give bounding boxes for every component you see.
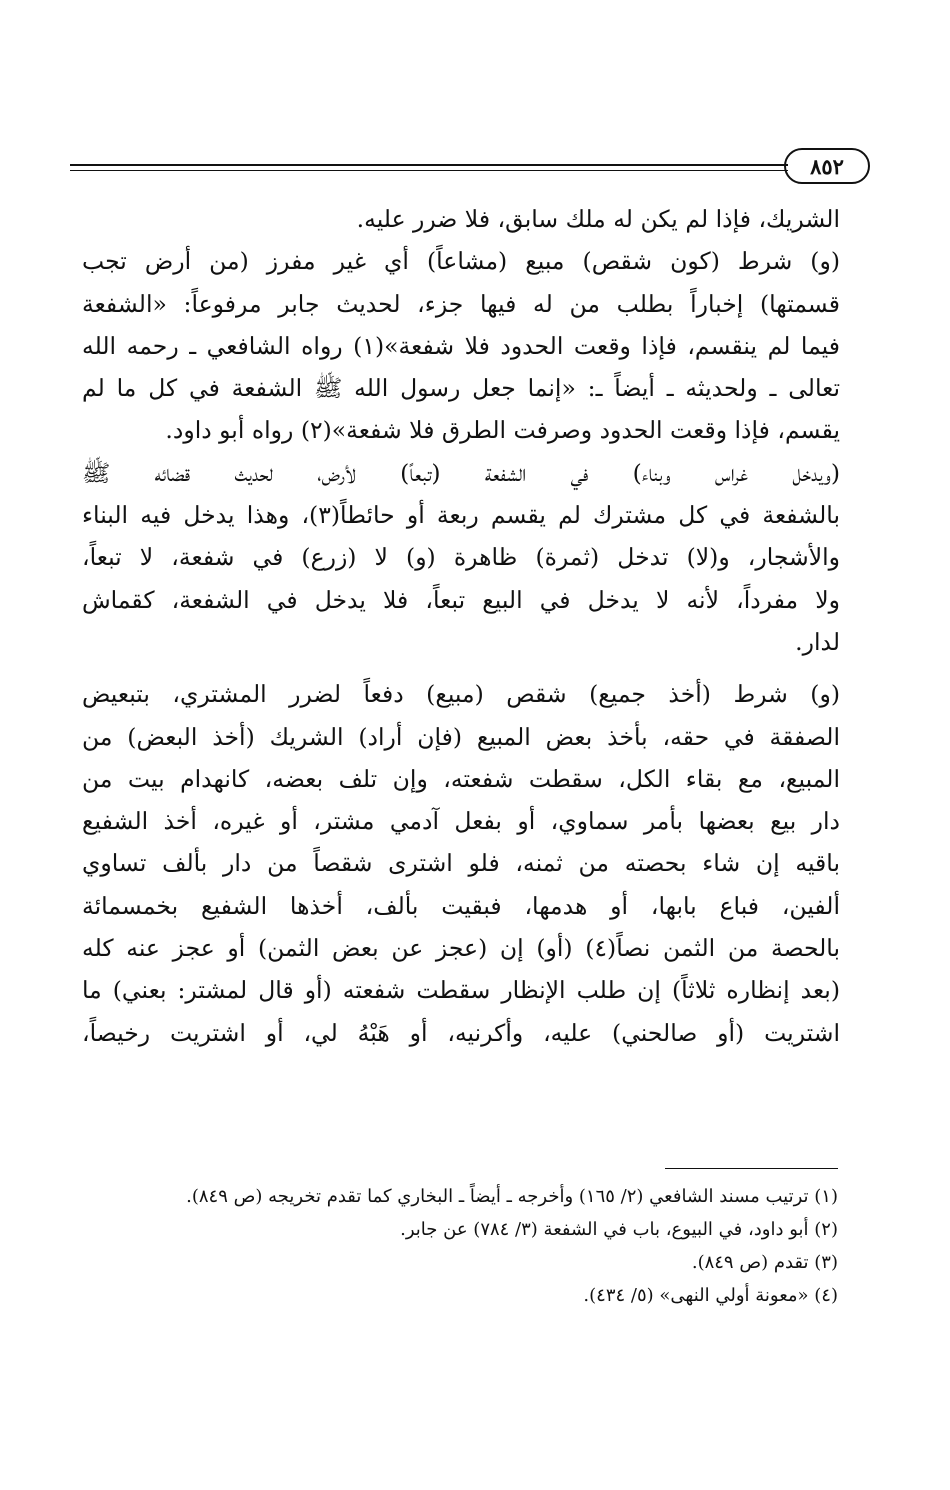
text-line: بالشفعة في كل مشترك لم يقسم ربعة أو حائطاً(٣)، وهذا يدخل فيه البناء <box>82 501 840 530</box>
footnotes <box>82 1180 838 1312</box>
text-line: الصفقة في حقه، بأخذ بعض المبيع (فإن أراد) الشريك (أخذ البعض) من <box>82 722 840 751</box>
text-line: تعالى ـ ولحديثه ـ أيضاً ـ: «إنما جعل رسول الله ﷺ الشفعة في كل ما لم <box>82 374 840 403</box>
text-line: فيما لم ينقسم، فإذا وقعت الحدود فلا شفعة»(١) رواه الشافعي ـ رحمه الله <box>82 331 840 360</box>
footnote: (١) ترتيب مسند الشافعي (٢/ ١٦٥) وأخرجه ـ أيضاً ـ البخاري كما تقدم تخريجه (ص ٨٤٩). <box>186 1186 838 1207</box>
text-line: ولا مفرداً، لأنه لا يدخل في البيع تبعاً، فلا يدخل في الشفعة، كقماش <box>82 585 840 614</box>
text-line: دار بيع بعضها بأمر سماوي، أو بفعل آدمي مشتر، أو غيره، أخذ الشفيع <box>82 807 840 836</box>
text-line: الشريك، فإذا لم يكن له ملك سابق، فلا ضرر عليه. <box>356 205 840 233</box>
text-line: اشتريت (أو صالحني) عليه، وأكرنيه، أو هَبْهُ لي، أو اشتريت رخيصاً، <box>82 1018 840 1047</box>
footnote-separator <box>665 1168 838 1169</box>
text-line: يقسم، فإذا وقعت الحدود وصرفت الطرق فلا شفعة»(٢) رواه أبو داود. <box>165 416 840 445</box>
footnote: (٣) تقدم (ص ٨٤٩). <box>691 1252 838 1273</box>
header-rule-thin <box>70 170 788 171</box>
text-line: والأشجار، و(لا) تدخل (ثمرة) ظاهرة (و) لا (زرع) في شفعة، لا تبعاً، <box>82 543 840 572</box>
main-text <box>82 198 840 1054</box>
text-line: لدار. <box>795 627 840 656</box>
footnote: (٤) «معونة أولي النهى» (٥/ ٤٣٤). <box>583 1285 838 1306</box>
text-line: باقيه إن شاء بحصته من ثمنه، فلو اشترى شقصاً من دار بألف تساوي <box>82 849 840 878</box>
text-line: بالحصة من الثمن نصاً(٤) (أو) إن (عجز عن بعض الثمن) أو عجز عنه كله <box>82 934 840 963</box>
text-line: المبيع، مع بقاء الكل، سقطت شفعته، وإن تلف بعضه، كانهدام بيت من <box>82 764 840 793</box>
footnote: (٢) أبو داود، في البيوع، باب في الشفعة (٣/ ٧٨٤) عن جابر. <box>400 1219 838 1240</box>
header-rule <box>70 164 788 166</box>
text-line: ألفين، فباع بابها، أو هدمها، فبقيت بألف، أخذها الشفيع بخمسمائة <box>82 891 840 920</box>
text-line: (و) شرط (كون شقص) مبيع (مشاعاً) أي غير مفرز (من أرض تجب <box>82 247 840 276</box>
text-line: قسمتها) إخباراً بطلب من له فيها جزء، لحديث جابر مرفوعاً: «الشفعة <box>82 289 840 318</box>
text-line: (ويدخل غراس وبناء) في الشفعة (تبعاً) لأرض، لحديث قضائه ﷺ <box>82 458 840 487</box>
text-line: (و) شرط (أخذ جميع) شقص (مبيع) دفعاً لضرر المشتري، بتبعيض <box>82 680 840 709</box>
page-header <box>70 148 870 184</box>
page-number: ٨٥٢ <box>784 148 870 184</box>
text-line: (بعد إنظاره ثلاثاً) إن طلب الإنظار سقطت شفعته (أو قال لمشتر: بعني) ما <box>82 976 840 1005</box>
